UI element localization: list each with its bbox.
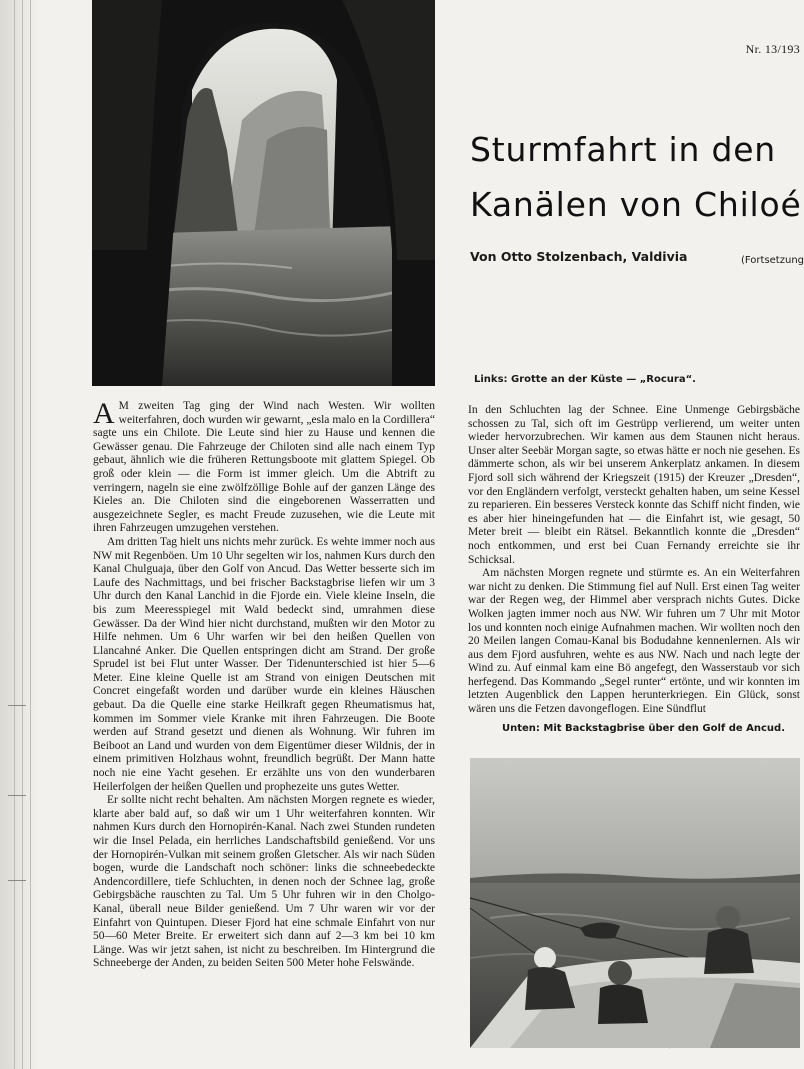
page-edge-mark — [8, 795, 26, 796]
article-title-line-1: Sturmfahrt in den — [470, 130, 777, 169]
issue-number: Nr. 13/193 — [745, 42, 800, 56]
page-edge-mark — [8, 705, 26, 706]
sailing-photo — [470, 758, 800, 1048]
continued-note: (Fortsetzung — [741, 255, 804, 266]
paragraph: Am nächsten Morgen regnete und stürmte es. An ein Weiterfahren war nicht zu denken. Die Stimmung fiel auf Null. Erst einen Tag weiter war der Regen weg, der Himmel aber versprach nichts Gutes. Dicke Wolken jagten immer noch aus NW. Wir fuhren um 7 Uhr mit Motor los und konnten noch einige Aufnahmen machen. Wir wollten noch den 20 Meilen langen Comau-Kanal bis Bodudahne kennenlernen. Als wir aus dem Fjord ausfuhren, wehte es aus NW. Nach und nach legte der Wind zu. Auf einmal kam eine Bö angefegt, den Wasserstaub vor sich herfegend. Das Kommando „Segel runter“ ertönte, und wir konnten im letzten Augenblick den Lappen herunterkriegen. Ein Glück, sonst wären uns die Fetzen davongeflogen. Eine Sündflut — [468, 567, 800, 716]
photo-caption-top: Links: Grotte an der Küste — „Rocura“. — [474, 374, 696, 385]
sailing-photo-image — [470, 758, 800, 1048]
grotto-photo — [92, 0, 435, 386]
page-edge-line — [30, 0, 31, 1069]
paragraph: Er sollte nicht recht behalten. Am nächsten Morgen regnete es wieder, klarte aber bald auf, so daß wir um 1 Uhr weiterfahren konnten. Wir nahmen Kurs durch den Hornopirén-Kanal. Nach zwei Stunden rundeten wir die Insel Pelada, ein herrliches Landschaftsbild genießend. Vor uns der Hornopirén-Vulkan mit seinem großen Gletscher. Als wir nach Süden bogen, wurde die Landschaft noch schöner: links die schneebedeckte Andencordillere, tiefe Schluchten, in denen noch der Schnee lag, große Gebirgsbäche rauschten zu Tal. Um 5 Uhr fuhren wir in den Cholgo-Kanal, überall neue Bilder genießend. Um 7 Uhr waren wir vor der Einfahrt von Quintupen. Dieser Fjord hat eine schmale Einfahrt von nur 50—60 Meter Breite. Er erweitert sich dann auf 2—3 km bei 10 km Länge. Was wir jetzt sahen, ist nicht zu beschreiben. Im Hintergrund die Schneeberge der Anden, zu beiden Seiten 500 Meter hohe Felswände. — [93, 794, 435, 970]
article-column-left — [93, 397, 435, 1060]
paragraph-text: M zweiten Tag ging der Wind nach Westen. Wir wollten weiterfahren, doch wurden wir gewarnt, „esla malo en la Cordillera“ sagte uns ein Chilote. Die Leute sind hier zu Hause und kennen die Gewässer genau. Die Fahrzeuge der Chiloten sind alle nach einem Typ gebaut, ähnlich wie die früheren Rettungsboote mit glattem Spiegel. Ob groß oder klein — die Form ist immer gleich. Um die Abtrift zu verringern, nageln sie eine zwölfzöllige Bohle auf der ganzen Länge des Kieles an. Die Chiloten sind die eingeborenen Wasserratten und ausgezeichnete Segler, es macht Freude zuzusehen, wie die Leute mit ihren Fahrzeugen umzugehen verstehen. — [93, 400, 435, 535]
paragraph: Am dritten Tag hielt uns nichts mehr zurück. Es wehte immer noch aus NW mit Regenböen. Um 10 Uhr segelten wir los, nahmen Kurs durch den Kanal Chulguaja, über den Golf von Ancud. Das Wetter besserte sich im Laufe des Nachmittags, und bei frischer Backstagbrise liefen wir um 3 Uhr durch den Kanal Lanchid in die Fjorde ein. Viele kleine Inseln, die bis zum Meeresspiegel mit Wald bedeckt sind, umrahmen diese Gewässer. Da der Wind hier nicht durchstand, mußten wir den Motor zu Hilfe nehmen. Um 6 Uhr warfen wir bei den heißen Quellen von Llancahné Anker. Die Quellen entspringen dicht am Strand. Der große Sprudel ist bei Flut unter Wasser. Der Tidenunterschied ist hier 5—6 Meter. Eine kleine Quelle ist am Strand von einigen Deutschen mit Concret eingefaßt worden und darüber wurde ein kleines Häuschen gebaut. Da die Quelle eine starke Heilkraft gegen Rheumatismus hat, kommen im Sommer viele Kranke mit ihren Fahrzeugen. Die Boote werden auf Strand gesetzt und dienen als Wohnung. Wir fuhren im Beiboot an Land und wurden von dem Eigentümer dieser Wildnis, der in einem primitiven Holzhaus wohnt, freundlich begrüßt. Der Mann hatte noch nie eine Yacht gesehen. Er erzählte uns von den wunderbaren Heilerfolgen der heißen Quellen und prophezeite uns gutes Wetter. — [93, 535, 435, 793]
grotto-photo-image — [92, 0, 435, 386]
page-edge-line — [22, 0, 23, 1069]
page-edge-line — [14, 0, 15, 1069]
article-title — [470, 122, 800, 232]
drop-cap: A — [93, 397, 115, 430]
article-title-line-2: Kanälen von Chiloé — [470, 185, 802, 224]
photo-caption-bottom: Unten: Mit Backstagbrise über den Golf de Ancud. — [502, 723, 785, 734]
paragraph — [93, 397, 435, 536]
article-byline: Von Otto Stolzenbach, Valdivia — [470, 249, 688, 264]
paragraph: In den Schluchten lag der Schnee. Eine Unmenge Gebirgsbäche schossen zu Tal, sich oft im Gestrüpp verlierend, um weiter unten wieder hervorzubrechen. Wir kamen aus dem Staunen nicht heraus. Unser alter Seebär Morgan sagte, so etwas hätte er noch nie gesehen. Es dämmerte schon, als wir bei unserem Ankerplatz ankamen. In diesem Fjord soll sich während der Kriegszeit (1915) der Kreuzer „Dresden“, vor den Engländern verfolgt, versteckt gehalten haben, um seine Kessel zu reparieren. Ein besseres Versteck konnte das Schiff nicht finden, wie es aber hier hineingefunden hat — die Einfahrt ist, wie gesagt, 50 Meter breit — bleibt ein Rätsel. Bekanntlich konnte die „Dresden“ noch entkommen, und erst bei Cuan Fernandy erreichte sie ihr Schicksal. — [468, 404, 800, 566]
article-column-right — [468, 404, 800, 716]
page-edge-mark — [8, 880, 26, 881]
page-gutter — [0, 0, 40, 1069]
